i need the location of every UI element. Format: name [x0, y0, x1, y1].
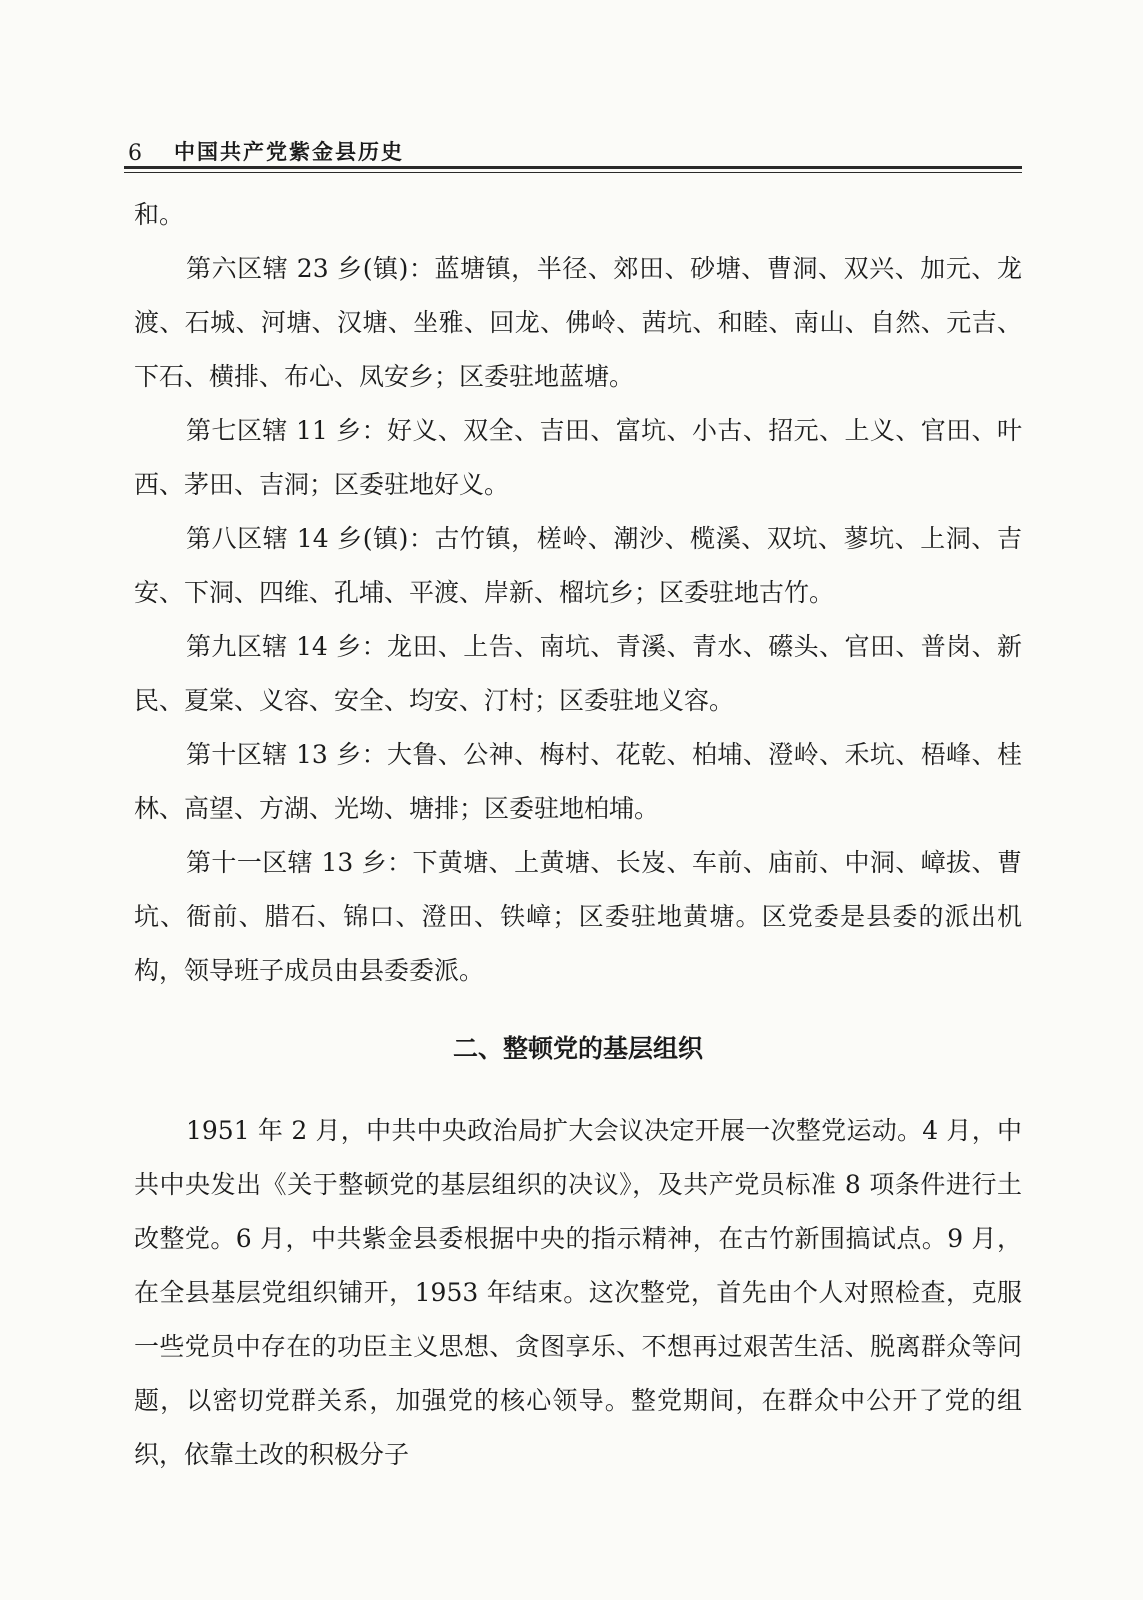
paragraph-district-11: 第十一区辖 13 乡：下黄塘、上黄塘、长岌、车前、庙前、中洞、嶂拔、曹坑、衙前、腊石、锦口、澄田、铁嶂；区委驻地黄塘。区党委是县委的派出机构，领导班子成员由县委委派。: [134, 848, 1022, 985]
header-rule-thin: [124, 172, 1022, 173]
running-header: [128, 130, 1018, 166]
page-body: [134, 188, 1022, 1482]
paragraph-district-8: 第八区辖 14 乡(镇)：古竹镇，槎岭、潮沙、榄溪、双坑、蓼坑、上洞、吉安、下洞、四维、孔埔、平渡、岸新、榴坑乡；区委驻地古竹。: [134, 524, 1022, 607]
page-number: 6: [128, 141, 142, 166]
paragraph-district-10: 第十区辖 13 乡：大鲁、公神、梅村、花乾、柏埔、澄岭、禾坑、梧峰、桂林、高望、方湖、光坳、塘排；区委驻地柏埔。: [134, 740, 1022, 823]
paragraph-continuation: 和。: [134, 200, 185, 229]
header-rule-thick: [124, 166, 1022, 169]
book-title: 中国共产党紫金县历史: [174, 139, 404, 164]
paragraph-district-7: 第七区辖 11 乡：好义、双全、吉田、富坑、小古、招元、上义、官田、叶西、茅田、吉洞；区委驻地好义。: [134, 416, 1022, 499]
paragraph-party-rectification: 1951 年 2 月，中共中央政治局扩大会议决定开展一次整党运动。4 月，中共中央发出《关于整顿党的基层组织的决议》，及共产党员标准 8 项条件进行土改整党。6 月，中共紫金县委根据中央的指示精神，在古竹新围搞试点。9 月，在全县基层党组织铺开，1953 年结束。这次整党，首先由个人对照检查，克服一些党员中存在的功臣主义思想、贪图享乐、不想再过艰苦生活、脱离群众等问题，以密切党群关系，加强党的核心领导。整党期间，在群众中公开了党的组织，依靠土改的积极分子: [134, 1116, 1022, 1469]
paragraph-district-6: 第六区辖 23 乡(镇)：蓝塘镇，半径、郊田、砂塘、曹洞、双兴、加元、龙渡、石城、河塘、汉塘、坐雅、回龙、佛岭、茜坑、和睦、南山、自然、元吉、下石、横排、布心、凤安乡；区委驻地蓝塘。: [134, 254, 1022, 391]
paragraph-district-9: 第九区辖 14 乡：龙田、上告、南坑、青溪、青水、礤头、官田、普岗、新民、夏棠、义容、安全、均安、汀村；区委驻地义容。: [134, 632, 1022, 715]
section-heading: 二、整顿党的基层组织: [452, 1034, 703, 1063]
